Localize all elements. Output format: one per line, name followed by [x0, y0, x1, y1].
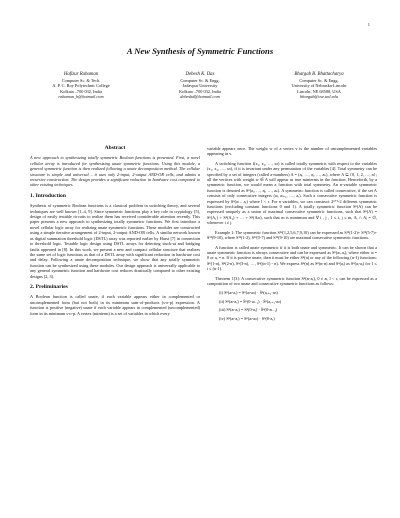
page-number: 1 — [367, 22, 370, 27]
author-1 — [22, 72, 140, 100]
body-paragraph: A function is called unate symmetric if it is both unate and symmetric. It can be shown that a unate symmetric function is always consecutive and can be expressed as Sⁿ(aₗ–aᵣ), where either aₗ = 0 or aᵣ = n. If it is positive unate, then it must be either Sⁿ(n) or any of the following (n-1) functions: Sⁿ(1-n), Sⁿ(2-n), Sⁿ(3-n), …, Sⁿ((n-1) - n). We express Sⁿ(n) as Sⁿ(n-n) and Sⁿ(aᵢ) as Sⁿ(aᵢ-aᵢ) for 1 ≤ i ≤ (n-1). — [207, 244, 377, 272]
section-heading-preliminaries: 2. Preliminaries — [30, 283, 68, 290]
author-2 — [141, 72, 259, 100]
section-heading-introduction: 1. Introduction — [30, 192, 66, 199]
prelim-paragraph: A Boolean function is called unate, if each variable appears either in complemented or uncomplemented form (but not both) in its minimum sum-of-products (s-o-p) expression. A function is positive (negative) unate if each variable appears in complemented (uncomplemented) form in its minimum s-o-p. A vertex (minterm) is a set of variables in which every — [30, 294, 200, 316]
equation-list — [219, 290, 377, 321]
author-block — [22, 72, 378, 100]
abstract-text: A new approach to synthesizing totally symmetric Boolean functions is presented. First, a novel cellular array is introduced for synthesizing unate symmetric functions. Using this module, a general symmetric function is then realized following a unate decomposition method. The cellular structure is simple and universal – it uses only 2-input, 2-output AND-OR cells, and admits a recursive construction. The design provides a significant reduction in hardware cost compared to other existing techniques. — [30, 155, 200, 188]
author-email: rahaman_h@hotmail.com — [58, 94, 104, 100]
abstract-heading: Abstract — [104, 145, 126, 151]
equation: (iii) Sⁿ(aₗ-aᵣ) = Sⁿ(0-aᵣ) · S̄ⁿ(0-aₗ₋₁) — [219, 307, 278, 313]
example-paragraph: Example 1: The symmetric function S¹²(1,2,5,6,7,9,10) can be expressed as S¹²(1-2)+ S¹²(5-7)+ S¹²(9-10), where S¹²(1-2), S¹²(5-7) and S¹²(9-10) are maximal consecutive symmetric functions. — [207, 229, 377, 241]
theorem-paragraph: Theorem 1[3]: A consecutive symmetric function Sⁿ(aₗ-aᵣ), 0 ≠ aₗ, l < r, can be expressed as a composition of two unate and consecutive symmetric functions as follows: — [207, 275, 377, 286]
equation: (iv) Sⁿ(aₗ-aᵣ) = Sⁿ(aₗ-aₙ) · Sⁿ(0-aᵣ) — [219, 315, 275, 321]
author-dept: Computer Sc. & Engg. — [180, 77, 220, 83]
author-location: Lincoln, NE 68588, USA — [297, 88, 341, 94]
equation: (ii) Sⁿ(aₗ-aᵣ) = S̄ⁿ(0-aₗ₋₁) · S̄ⁿ(aᵣ₊₁-aₙ) — [219, 298, 282, 304]
author-location: Kolkata –700 032, India — [179, 88, 221, 94]
author-location: Kolkata –700 032, India — [60, 88, 102, 94]
body-paragraph: variable appears once. The weight w of a vertex v is the number of uncomplemented variables appearing in v. — [207, 146, 377, 157]
author-institution: A. P. C. Roy Polytechnic College — [52, 83, 110, 89]
intro-paragraph: Synthesis of symmetric Boolean functions is a classical problem in switching theory, and several techniques are well known [1–4, 9]. Since symmetric functions play a key role in cryptology [5], design of easily testable circuits to realize them has received considerable attention recently. This paper presents a new approach to synthesizing totally symmetric functions. We first introduce a novel cellular logic array for realizing unate symmetric functions. These modules are constructed using a simple iterative arrangement of 2-input, 2-output AND-OR cells. A similar network known as digital summation threshold logic (DSTL) array was reported earlier by Hurst [7] in connection to threshold logic. Testable logic design using DSTL arrays for detecting stuck-at and bridging faults appeared in [8]. In this work, we present a new and compact cellular structure that realizes the same set of logic functions as that of a DSTL array with significant reduction in hardware cost and delay. Following a unate decomposition technique, we show that any totally symmetric function can be synthesized using these modules. Our design approach is universally applicable to any general symmetric function and hardware cost reduces drastically compared to other existing designs [2, 3]. — [30, 203, 200, 279]
author-name: Bhargab B. Bhattacharya — [294, 72, 344, 77]
left-column — [30, 146, 200, 320]
body-paragraph: A switching function f(x₁, x₂, …, xₙ) is called totally symmetric with respect to the variables (x₁, x₂, …, xₙ), if it is invariant under any permutation of the variables [4]. Total symmetry can be specified by a set of integers (called a-numbers) A = (aᵢ, …, aⱼ, …, aₖ), where A ⊆ {0, 1, 2, …, n}; all the vertices with weight w ∈ A will appear as true minterms in the function. Henceforth, by a symmetric function, we would mean a function with total symmetry. An n-variable symmetric function is denoted as Sⁿ(aᵢ, …, aⱼ, …, aₖ). A symmetric function is called consecutive, if the set A consists of only consecutive integers (aₗ, aₗ₊₁, …, aᵣ). Such a consecutive symmetric function is expressed by Sⁿ(aₗ – aᵣ) where l < r. For n variables, we can construct 2ⁿ⁺¹-2 different symmetric functions (excluding constant functions 0 and 1). A totally symmetric function Sⁿ(A) can be expressed uniquely as a union of maximal consecutive symmetric functions, such that Sⁿ(A) = Sⁿ(A₁) + Sⁿ(A₂) + … + Sⁿ(Aₘ), such that m is minimum and ∀ i , j , 1 ≤ i, j ≤ m, Aᵢ ∩ Aⱼ = ∅, whenever i ≠ j. — [207, 160, 377, 226]
author-institution: Jadavpur University — [182, 83, 218, 89]
author-email: debeshd@hotmail.com — [180, 94, 220, 100]
right-column — [207, 146, 377, 324]
author-dept: Computer Sc. & Tech. — [61, 77, 101, 83]
author-name: Hafizur Rahaman — [63, 72, 99, 77]
author-name: Debesh K. Das — [185, 72, 215, 77]
author-institution: University of Nebraska-Lincoln — [291, 83, 347, 89]
author-email: bhargab@cse.unl.edu — [300, 94, 338, 100]
equation: (i) Sⁿ(aₗ-aᵣ) = Sⁿ(aₗ-aₙ) · S̄ⁿ(aᵣ₊₁-aₙ) — [219, 290, 278, 296]
author-dept: Computer Sc. & Engg. — [299, 77, 339, 83]
paper-title: A New Synthesis of Symmetric Functions — [126, 46, 274, 56]
author-3 — [260, 72, 378, 100]
